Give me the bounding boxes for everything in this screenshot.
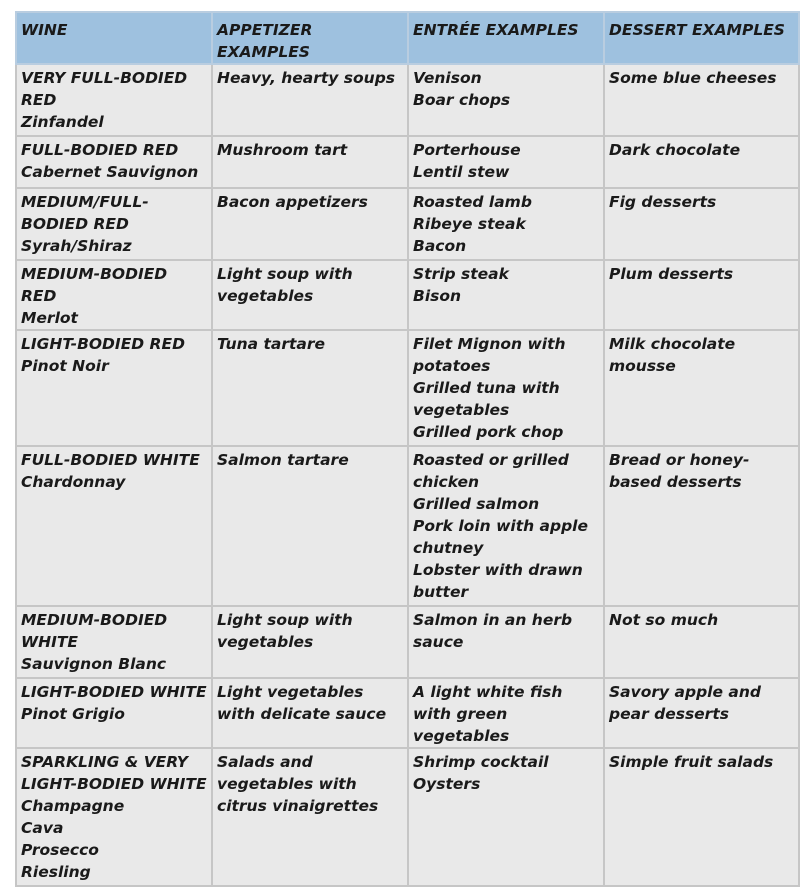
wine-line: MEDIUM-BODIED WHITE <box>21 611 168 651</box>
entree-cell <box>408 748 604 886</box>
wine-line: LIGHT-BODIED WHITE <box>21 683 207 701</box>
table-row <box>16 606 799 678</box>
dessert-line: Savory apple and pear desserts <box>609 683 761 723</box>
table-body <box>16 64 799 886</box>
appetizer-cell <box>212 136 408 188</box>
wine-line: Riesling <box>21 863 91 881</box>
wine-cell <box>16 606 212 678</box>
entree-cell <box>408 678 604 748</box>
wine-line: Sauvignon Blanc <box>21 655 167 673</box>
entree-cell <box>408 136 604 188</box>
table-row <box>16 64 799 136</box>
appetizer-line: Salads and vegetables with citrus vinaigrettes <box>217 753 379 815</box>
wine-cell <box>16 136 212 188</box>
dessert-cell <box>604 446 799 606</box>
appetizer-line: Bacon appetizers <box>217 193 368 211</box>
entree-line: Bison <box>413 287 462 305</box>
entree-line: Venison <box>413 69 482 87</box>
dessert-cell <box>604 748 799 886</box>
table-row <box>16 136 799 188</box>
entree-line: Boar chops <box>413 91 511 109</box>
wine-cell <box>16 748 212 886</box>
dessert-cell <box>604 678 799 748</box>
dessert-cell <box>604 260 799 330</box>
appetizer-line: Heavy, hearty soups <box>217 69 396 87</box>
appetizer-line: Salmon tartare <box>217 451 349 469</box>
table-row <box>16 188 799 260</box>
entree-line: Porterhouse <box>413 141 521 159</box>
wine-pairing-table <box>15 11 800 887</box>
entree-line: Strip steak <box>413 265 509 283</box>
entree-line: Grilled tuna with vegetables <box>413 379 560 419</box>
entree-cell <box>408 64 604 136</box>
appetizer-cell <box>212 606 408 678</box>
table-row <box>16 748 799 886</box>
header-entree: ENTRÉE EXAMPLES <box>408 12 604 64</box>
entree-line: Lentil stew <box>413 163 510 181</box>
wine-cell <box>16 64 212 136</box>
table-row <box>16 678 799 748</box>
appetizer-cell <box>212 64 408 136</box>
appetizer-line: Light soup with vegetables <box>217 611 353 651</box>
wine-line: Syrah/Shiraz <box>21 237 132 255</box>
dessert-line: Milk chocolate mousse <box>609 335 736 375</box>
appetizer-cell <box>212 330 408 446</box>
appetizer-line: Mushroom tart <box>217 141 348 159</box>
dessert-line: Dark chocolate <box>609 141 741 159</box>
wine-cell <box>16 188 212 260</box>
wine-line: Chardonnay <box>21 473 126 491</box>
wine-line: Cava <box>21 819 64 837</box>
wine-line: Champagne <box>21 797 125 815</box>
entree-cell <box>408 330 604 446</box>
dessert-cell <box>604 188 799 260</box>
entree-line: Grilled salmon <box>413 495 540 513</box>
wine-line: Cabernet Sauvignon <box>21 163 199 181</box>
entree-line: Roasted or grilled chicken <box>413 451 569 491</box>
wine-line: Merlot <box>21 309 78 327</box>
appetizer-line: Light vegetables with delicate sauce <box>217 683 387 723</box>
entree-line: Ribeye steak <box>413 215 526 233</box>
entree-cell <box>408 260 604 330</box>
entree-line: Oysters <box>413 775 481 793</box>
wine-line: Pinot Grigio <box>21 705 125 723</box>
table-row <box>16 330 799 446</box>
appetizer-cell <box>212 748 408 886</box>
header-dessert: DESSERT EXAMPLES <box>604 12 799 64</box>
dessert-cell <box>604 136 799 188</box>
entree-line: Shrimp cocktail <box>413 753 549 771</box>
wine-line: SPARKLING & VERY LIGHT-BODIED WHITE <box>21 753 207 793</box>
wine-line: Prosecco <box>21 841 99 859</box>
entree-line: Filet Mignon with potatoes <box>413 335 566 375</box>
entree-line: Salmon in an herb sauce <box>413 611 573 651</box>
dessert-line: Bread or honey-based desserts <box>609 451 750 491</box>
wine-line: LIGHT-BODIED RED <box>21 335 185 353</box>
dessert-line: Fig desserts <box>609 193 717 211</box>
dessert-line: Plum desserts <box>609 265 734 283</box>
header-row <box>16 12 799 64</box>
appetizer-cell <box>212 678 408 748</box>
dessert-cell <box>604 330 799 446</box>
entree-line: Roasted lamb <box>413 193 532 211</box>
dessert-line: Some blue cheeses <box>609 69 777 87</box>
wine-line: VERY FULL-BODIED RED <box>21 69 188 109</box>
appetizer-cell <box>212 260 408 330</box>
table-header <box>16 12 799 64</box>
wine-line: MEDIUM/FULL-BODIED RED <box>21 193 149 233</box>
wine-line: FULL-BODIED RED <box>21 141 179 159</box>
entree-line: A light white fish with green vegetables <box>413 683 563 745</box>
wine-cell <box>16 446 212 606</box>
appetizer-cell <box>212 446 408 606</box>
entree-line: Pork loin with apple chutney <box>413 517 589 557</box>
wine-line: MEDIUM-BODIED RED <box>21 265 168 305</box>
wine-line: Pinot Noir <box>21 357 109 375</box>
header-wine: WINE <box>16 12 212 64</box>
entree-line: Lobster with drawn butter <box>413 561 583 601</box>
header-appetizer: APPETIZER EXAMPLES <box>212 12 408 64</box>
dessert-cell <box>604 606 799 678</box>
entree-line: Bacon <box>413 237 467 255</box>
entree-cell <box>408 446 604 606</box>
wine-line: Zinfandel <box>21 113 104 131</box>
dessert-line: Simple fruit salads <box>609 753 774 771</box>
wine-line: FULL-BODIED WHITE <box>21 451 200 469</box>
wine-cell <box>16 678 212 748</box>
table-row <box>16 260 799 330</box>
entree-line: Grilled pork chop <box>413 423 564 441</box>
wine-cell <box>16 330 212 446</box>
appetizer-line: Light soup with vegetables <box>217 265 353 305</box>
entree-cell <box>408 188 604 260</box>
entree-cell <box>408 606 604 678</box>
appetizer-cell <box>212 188 408 260</box>
wine-cell <box>16 260 212 330</box>
dessert-cell <box>604 64 799 136</box>
table-row <box>16 446 799 606</box>
dessert-line: Not so much <box>609 611 719 629</box>
appetizer-line: Tuna tartare <box>217 335 326 353</box>
